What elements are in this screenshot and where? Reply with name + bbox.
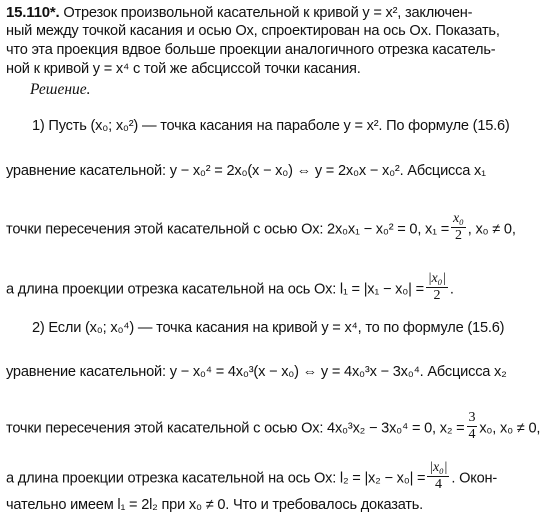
fraction-l2 bbox=[427, 460, 449, 493]
part1-line-c-text: точки пересечения этой касательной с осью Ox: 2x₀x₁ − x₀² = 0, x₁ = bbox=[6, 221, 450, 238]
part2-line-d-tail: . Окон- bbox=[451, 470, 498, 487]
fraction-x1-numerator: x₀ bbox=[453, 211, 464, 226]
fraction-l2-denominator: 4 bbox=[434, 477, 442, 492]
problem-statement-line-4: ной к кривой y = x⁴ с той же абсциссой точки касания. bbox=[6, 61, 361, 77]
part2-line-b: уравнение касательной: y − x₀⁴ = 4x₀³(x − x₀) ⇔ y = 4x₀³x − 3x₀⁴. Абсцисса x₂ bbox=[6, 364, 507, 380]
part1-line-c bbox=[6, 213, 516, 246]
fraction-x1 bbox=[451, 211, 466, 244]
fraction-x2-denominator: 4 bbox=[468, 427, 476, 442]
part2-line-c-text: точки пересечения этой касательной с осью Ox: 4x₀³x₂ − 3x₀⁴ = 0, x₂ = bbox=[6, 420, 465, 437]
fraction-x2 bbox=[467, 410, 478, 443]
fraction-l1-numerator: |x₀| bbox=[427, 271, 446, 286]
solution-heading bbox=[30, 81, 91, 98]
problem-statement-line-2: ный между точкой касания и осью Ox, спроектирован на ось Ox. Показать, bbox=[6, 23, 500, 39]
problem-statement-line-1 bbox=[6, 4, 472, 22]
problem-number: 15.110*. bbox=[6, 4, 60, 21]
part1-line-d-text: а длина проекции отрезка касательной на ось Ox: l₁ = |x₁ − x₀| = bbox=[6, 281, 424, 298]
solution-label: Решение. bbox=[30, 81, 91, 98]
part2-line-e: чательно имеем l₁ = 2l₂ при x₀ ≠ 0. Что и требовалось доказать. bbox=[6, 497, 424, 513]
part1-line-d bbox=[6, 273, 454, 306]
part1-line-b: уравнение касательной: y − x₀² = 2x₀(x − x₀) ⇔ y = 2x₀x − x₀². Абсцисса x₁ bbox=[6, 163, 486, 179]
fraction-x2-numerator: 3 bbox=[468, 410, 476, 425]
fraction-l1 bbox=[426, 271, 448, 304]
part1-line-d-tail: . bbox=[449, 281, 454, 298]
problem-statement-line-3: что эта проекция вдвое больше проекции аналогичного отрезка касатель- bbox=[6, 42, 496, 58]
part2-line-a: 2) Если (x₀; x₀⁴) — точка касания на кривой y = x⁴, то по формуле (15.6) bbox=[32, 320, 505, 336]
fraction-l1-denominator: 2 bbox=[433, 288, 441, 303]
part1-line-c-tail: , x₀ ≠ 0, bbox=[467, 221, 516, 238]
part2-line-c-tail: x₀, x₀ ≠ 0, bbox=[479, 420, 540, 437]
problem-text-1: Отрезок произвольной касательной к кривой y = x², заключен- bbox=[59, 5, 473, 21]
part2-line-c bbox=[6, 412, 540, 445]
part2-line-d-text: а длина проекции отрезка касательной на ось Ox: l₂ = |x₂ − x₀| = bbox=[6, 470, 426, 487]
fraction-x1-denominator: 2 bbox=[454, 228, 462, 243]
part1-line-a: 1) Пусть (x₀; x₀²) — точка касания на параболе y = x². По формуле (15.6) bbox=[32, 118, 510, 134]
fraction-l2-numerator: |x₀| bbox=[429, 460, 448, 475]
part2-line-d bbox=[6, 462, 497, 495]
